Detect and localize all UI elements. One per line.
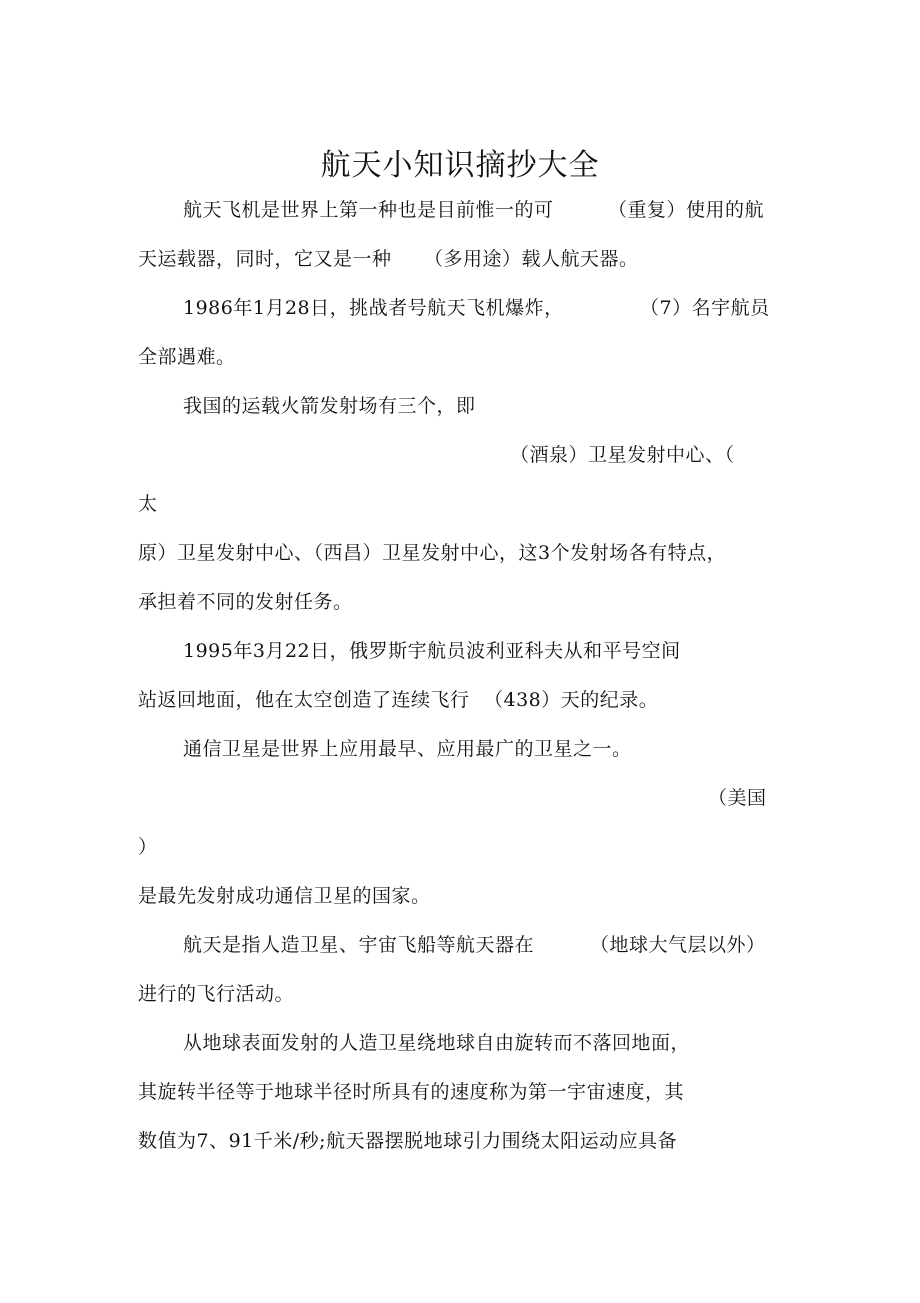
text-line: 从地球表面发射的人造卫星绕地球自由旋转而不落回地面， — [183, 1032, 691, 1054]
text-line: （酒泉）卫星发射中心、（ — [510, 444, 735, 466]
text-line: 太 — [138, 493, 158, 515]
text-line: 1995年3月22日，俄罗斯宇航员波利亚科夫从和平号空间 — [183, 640, 681, 662]
text-line: 1986年1月28日，挑战者号航天飞机爆炸， — [183, 297, 564, 319]
text-line: 我国的运载火箭发射场有三个，即 — [183, 395, 476, 417]
text-line: 数值为7、91千米/秒;航天器摆脱地球引力围绕太阳运动应具备 — [138, 1130, 678, 1152]
text-line: 天运载器，同时，它又是一种 — [138, 248, 392, 270]
text-line: （美国 — [708, 787, 767, 809]
text-line: （重复）使用的航 — [608, 199, 765, 221]
text-line: 承担着不同的发射任务。 — [138, 591, 353, 613]
text-line: 航天飞机是世界上第一种也是目前惟一的可 — [183, 199, 554, 221]
text-line: 是最先发射成功通信卫星的国家。 — [138, 885, 431, 907]
text-line: 其旋转半径等于地球半径时所具有的速度称为第一宇宙速度，其 — [138, 1081, 685, 1103]
text-line: 原）卫星发射中心、（西昌）卫星发射中心，这3个发射场各有特点， — [138, 542, 727, 564]
text-line: 进行的飞行活动。 — [138, 983, 295, 1005]
text-line: （地球大气层以外） — [590, 934, 766, 956]
text-line: 全部遇难。 — [138, 346, 236, 368]
text-line: （438）天的纪录。 — [484, 689, 659, 711]
text-line: 航天是指人造卫星、宇宙飞船等航天器在 — [183, 934, 535, 956]
text-line: 站返回地面，他在太空创造了连续飞行 — [138, 689, 470, 711]
text-line: （多用途）载人航天器。 — [424, 248, 639, 270]
text-line: 通信卫星是世界上应用最早、应用最广的卫星之一。 — [183, 738, 632, 760]
text-line: （7）名宇航员 — [640, 297, 770, 319]
text-line: ） — [138, 836, 158, 858]
page-title: 航天小知识摘抄大全 — [320, 148, 600, 183]
